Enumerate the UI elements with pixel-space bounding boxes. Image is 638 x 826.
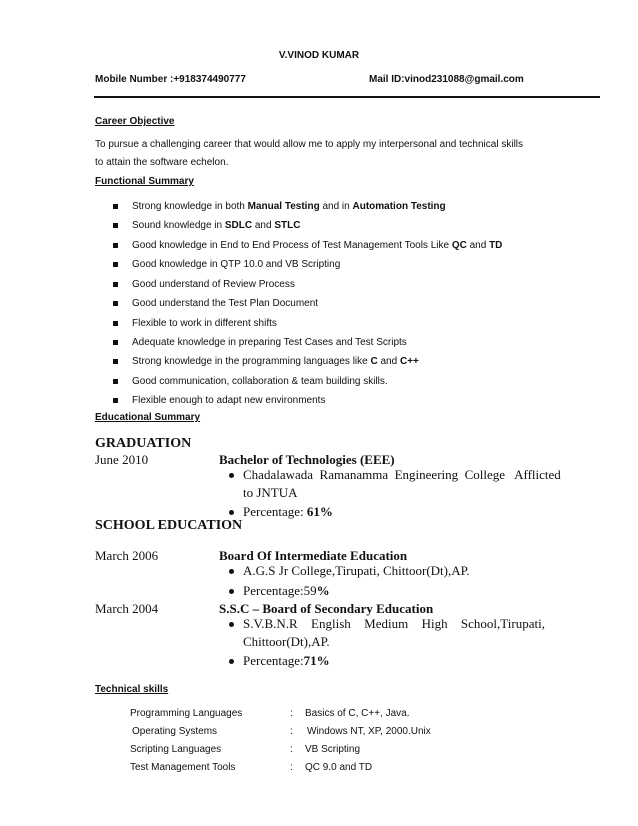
technical-skills-heading: Technical skills <box>95 684 169 695</box>
skill-name: Test Management Tools <box>130 762 236 773</box>
graduation-date: June 2010 <box>95 452 149 467</box>
bullet-square-icon <box>113 282 118 287</box>
school-education-title: SCHOOL EDUCATION <box>95 518 243 533</box>
text-segment: Good communication, collaboration & team building skills. <box>132 376 388 387</box>
bullet-dot <box>229 473 234 478</box>
ssc-school-word: School,Tirupati, <box>460 616 545 631</box>
ssc-percentage <box>243 653 330 669</box>
skill-separator: : <box>290 708 293 719</box>
skill-separator: : <box>290 762 293 773</box>
percentage-symbol: % <box>316 583 330 598</box>
percentage-label: Percentage: <box>243 504 307 519</box>
functional-summary-text <box>132 336 407 350</box>
graduation-degree: Bachelor of Technologies (EEE) <box>219 452 395 467</box>
percentage-label: Percentage: <box>243 653 304 668</box>
functional-summary-text <box>132 278 295 292</box>
career-objective-line-2: to attain the software echelon. <box>95 157 229 168</box>
skill-value: Windows NT, XP, 2000.Unix <box>307 726 431 737</box>
skill-name: Operating Systems <box>132 726 218 737</box>
text-segment: Sound knowledge in <box>132 220 225 231</box>
bold-term: QC <box>451 240 467 251</box>
intermediate-date: March 2006 <box>95 548 159 563</box>
ssc-school-word: S.V.B.N.R <box>243 616 298 631</box>
text-segment: Good understand the Test Plan Document <box>132 298 319 309</box>
bold-term: Automation Testing <box>352 201 446 212</box>
bold-term: C++ <box>399 356 419 367</box>
functional-summary-text <box>132 317 277 331</box>
text-segment: Good knowledge in End to End Process of Test Management Tools Like <box>132 240 452 251</box>
text-segment: Flexible to work in different shifts <box>132 318 277 329</box>
text-segment: and in <box>319 201 353 212</box>
skill-value: QC 9.0 and TD <box>305 762 373 773</box>
graduation-title: GRADUATION <box>95 436 192 451</box>
text-segment: Strong knowledge in both <box>132 201 248 212</box>
skill-separator: : <box>290 744 293 755</box>
bullet-square-icon <box>113 359 118 364</box>
career-objective-heading: Career Objective <box>95 116 175 127</box>
bullet-square-icon <box>113 340 118 345</box>
bullet-square-icon <box>113 204 118 209</box>
text-segment: Flexible enough to adapt new environments <box>132 395 326 406</box>
bullet-square-icon <box>113 223 118 228</box>
ssc-board: S.S.C – Board of Secondary Education <box>219 601 434 616</box>
bold-term: Manual Testing <box>247 201 320 212</box>
skill-name: Scripting Languages <box>130 744 222 755</box>
percentage-value: 61% <box>306 504 333 519</box>
functional-summary-text <box>132 200 446 214</box>
functional-summary-text <box>132 239 502 253</box>
mobile-number: Mobile Number :+918374490777 <box>95 74 246 85</box>
functional-summary-text <box>132 297 318 311</box>
skill-separator: : <box>290 726 293 737</box>
functional-summary-text <box>132 375 388 389</box>
bullet-dot <box>229 659 234 664</box>
ssc-school-word: English <box>311 616 351 631</box>
functional-summary-text <box>132 219 300 233</box>
header-divider <box>94 96 600 98</box>
ssc-school-word: High <box>421 616 448 631</box>
bold-term: TD <box>489 240 503 251</box>
career-objective-line-1: To pursue a challenging career that would allow me to apply my interpersonal and technical skills <box>95 139 524 150</box>
text-segment: Strong knowledge in the programming languages like <box>132 356 371 367</box>
bullet-square-icon <box>113 321 118 326</box>
text-segment: and <box>252 220 275 231</box>
intermediate-college: A.G.S Jr College,Tirupati, Chittoor(Dt),AP. <box>243 563 470 578</box>
text-segment: Good knowledge in QTP 10.0 and VB Scripting <box>132 259 341 270</box>
skill-value: Basics of C, C++, Java. <box>305 708 410 719</box>
text-segment: Adequate knowledge in preparing Test Cases and Test Scripts <box>132 337 407 348</box>
text-segment: and <box>377 356 400 367</box>
mail-id: Mail ID:vinod231088@gmail.com <box>369 74 524 85</box>
ssc-date: March 2004 <box>95 601 159 616</box>
functional-summary-text <box>132 394 325 408</box>
ssc-school-line-2: Chittoor(Dt),AP. <box>243 634 330 649</box>
ssc-school-word: Medium <box>364 616 409 631</box>
bullet-dot <box>229 622 234 627</box>
functional-summary-text <box>132 258 340 272</box>
bullet-dot <box>229 510 234 515</box>
graduation-college-line-1: Chadalawada Ramanamma Engineering College Afflicted <box>243 467 561 482</box>
bold-term: C <box>370 356 378 367</box>
percentage-label: Percentage:59 <box>243 583 317 598</box>
bullet-dot <box>229 569 234 574</box>
text-segment: and <box>466 240 490 251</box>
skill-value: VB Scripting <box>305 744 361 755</box>
educational-summary-heading: Educational Summary <box>95 412 201 423</box>
bullet-square-icon <box>113 262 118 267</box>
bullet-square-icon <box>113 398 118 403</box>
bullet-square-icon <box>113 301 118 306</box>
percentage-value: 71% <box>303 653 330 668</box>
skill-name: Programming Languages <box>130 708 243 719</box>
bullet-square-icon <box>113 243 118 248</box>
bold-term: SDLC <box>224 220 253 231</box>
text-segment: Good understand of Review Process <box>132 279 295 290</box>
graduation-college-line-2: to JNTUA <box>243 485 298 500</box>
functional-summary-heading: Functional Summary <box>95 176 194 187</box>
graduation-percentage <box>243 504 333 520</box>
functional-summary-text <box>132 355 419 369</box>
intermediate-percentage <box>243 583 330 599</box>
bullet-square-icon <box>113 379 118 384</box>
bold-term: STLC <box>274 220 301 231</box>
candidate-name: V.VINOD KUMAR <box>278 50 360 61</box>
bullet-dot <box>229 589 234 594</box>
intermediate-board: Board Of Intermediate Education <box>219 548 408 563</box>
ssc-school-line-1 <box>243 616 545 632</box>
